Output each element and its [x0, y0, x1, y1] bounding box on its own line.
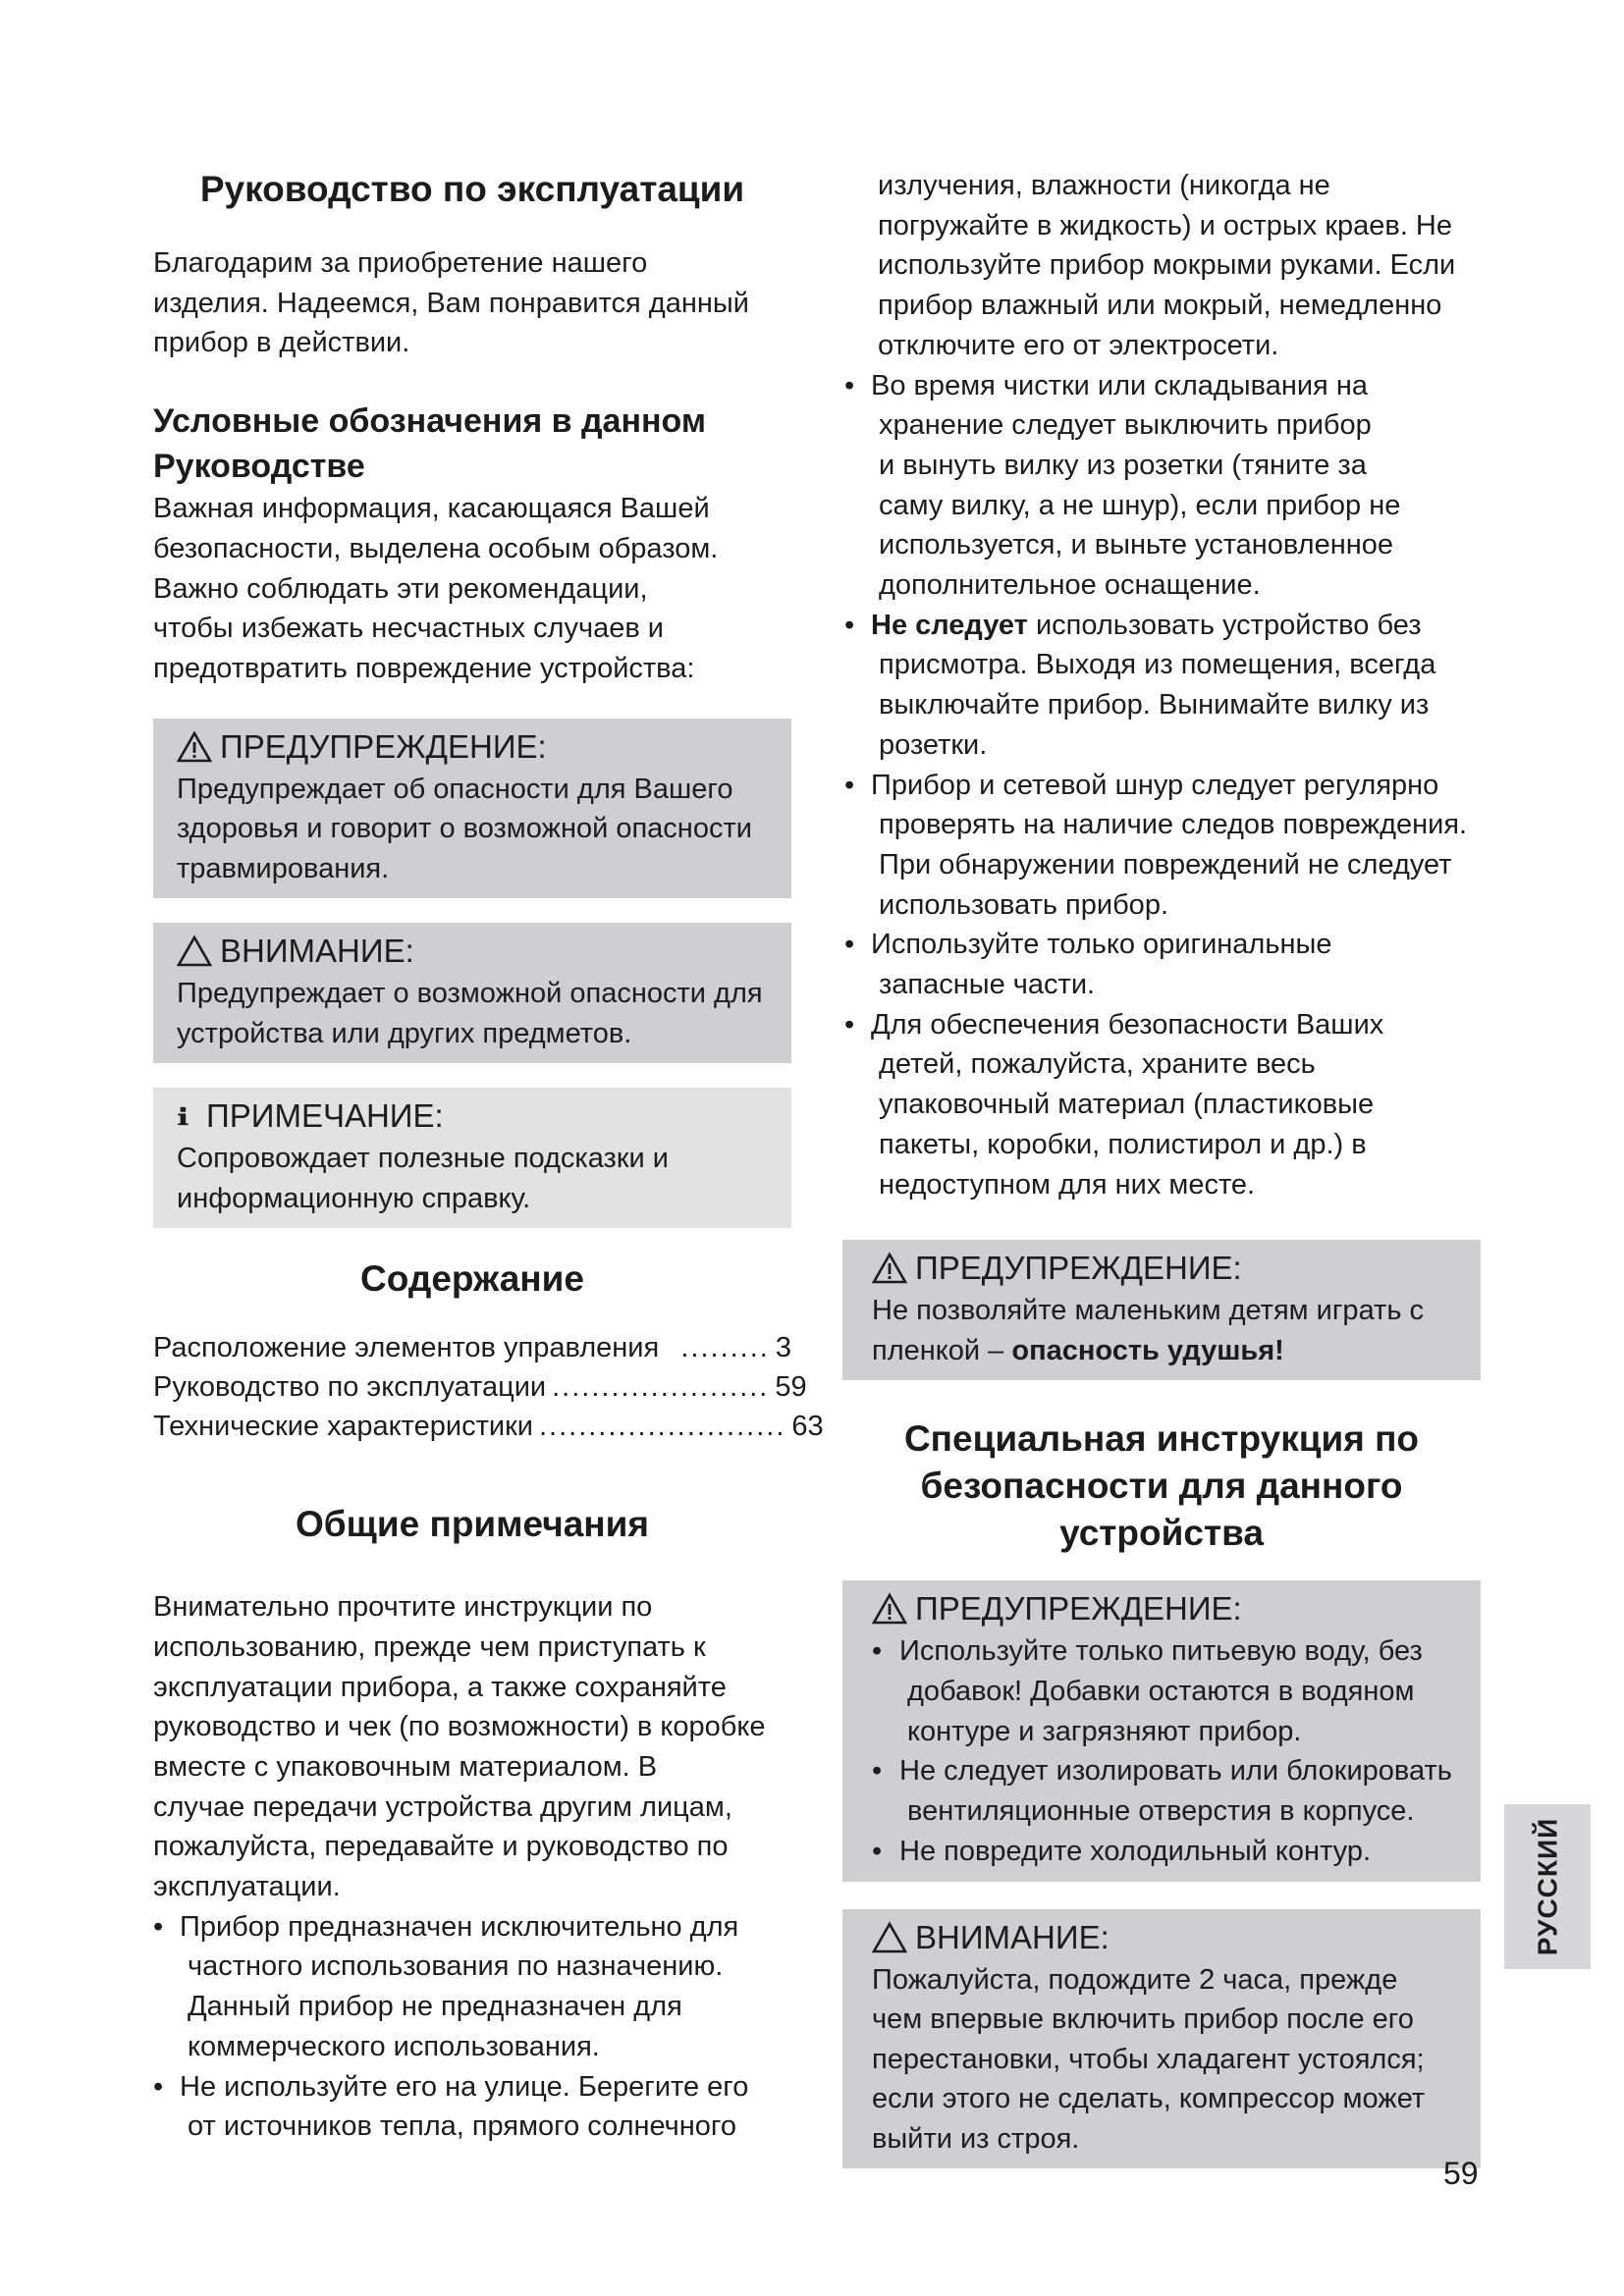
caution-icon: [872, 1922, 907, 1953]
right-column: [842, 162, 1481, 2168]
device-caution-title: ВНИМАНИЕ:: [915, 1918, 1110, 1955]
list-item: • Во время чистки или складывания на хранение следует выключить прибор и вынуть вилку из розетки (тяните за саму вилку, а не шнур), если прибор не используется, и выньте установленное дополнительное оснащение.: [844, 366, 1481, 606]
list-item: • Используйте только питьевую воду, без добавок! Добавки остаются в водяном контуре и загрязняют прибор.: [872, 1631, 1481, 1751]
conventions-text: Важная информация, касающаяся Вашей безопасности, выделена особым образом. Важно соблюдать эти рекомендации, чтобы избежать несчастных случаев и предотвратить повреждение устройства:: [153, 493, 719, 684]
conventions-heading: Условные обозначения в данном Руководстве: [153, 402, 707, 486]
general-notes-bullets: [153, 1907, 791, 2147]
list-item: • Не следует использовать устройство без присмотра. Выходя из помещения, всегда выключайте прибор. Вынимайте вилку из розетки.: [844, 606, 1481, 766]
language-tab: РУССКИЙ: [1504, 1804, 1591, 1969]
warning-icon: [872, 1253, 907, 1284]
list-item: • Не используйте его на улице. Берегите его от источников тепла, прямого солнечного: [153, 2067, 791, 2147]
special-instructions-title: Специальная инструкция по безопасности для данного устройства: [903, 1418, 1420, 1554]
warning-icon: [872, 1593, 907, 1625]
continued-paragraph: излучения, влажности (никогда не погружайте в жидкость) и острых краев. Не используйте прибор мокрыми руками. Если прибор влажный или мокрый, немедленно отключите его от электросети.: [878, 170, 1456, 361]
caution-definition-box: ВНИМАНИЕ: Предупреждает о возможной опасности для устройства или других предметов.: [153, 923, 791, 1063]
list-item: • Не повредите холодильный контур.: [872, 1832, 1481, 1872]
device-warning-box: [842, 1580, 1481, 1881]
list-item: • Для обеспечения безопасности Ваших детей, пожалуйста, храните весь упаковочный материал (пластиковые пакеты, коробки, полистирол и др.) в недоступном для них месте.: [844, 1005, 1481, 1205]
note-definition-box: ПРИМЕЧАНИЕ: Сопровождает полезные подсказки и информационную справку.: [153, 1088, 791, 1228]
toc-entry[interactable]: Руководство по эксплуатации ...................... 59: [153, 1371, 807, 1404]
info-icon: [177, 1100, 198, 1132]
list-item: • Прибор и сетевой шнур следует регулярно проверять на наличие следов повреждения. При обнаружении повреждений не следует использовать прибор.: [844, 766, 1481, 926]
general-notes-title: Общие примечания: [296, 1504, 649, 1545]
list-item: • Прибор предназначен исключительно для частного использования по назначению. Данный прибор не предназначен для коммерческого использования.: [153, 1907, 791, 2067]
warning-box-title: ПРЕДУПРЕЖДЕНИЕ:: [220, 727, 547, 765]
left-column: [153, 162, 824, 2147]
contents-title: Содержание: [360, 1258, 584, 1300]
caution-box-title: ВНИМАНИЕ:: [220, 933, 414, 970]
list-item: • Используйте только оригинальные запасные части.: [844, 925, 1481, 1004]
child-warning-box: ПРЕДУПРЕЖДЕНИЕ: Не позволяйте маленьким детям играть с пленкой – опасность удушья!: [842, 1240, 1481, 1380]
device-caution-box: ВНИМАНИЕ: Пожалуйста, подождите 2 часа, прежде чем впервые включить прибор после его перестановки, чтобы хладагент устоялся; если этого не сделать, компрессор может выйти из строя.: [842, 1909, 1481, 2169]
device-warning-title: ПРЕДУПРЕЖДЕНИЕ:: [915, 1590, 1242, 1628]
toc-entry[interactable]: Технические характеристики ......................... 63: [153, 1411, 824, 1443]
general-notes-text: Внимательно прочтите инструкции по использованию, прежде чем приступать к эксплуатации прибора, а также сохраняйте руководство и чек (по возможности) в коробке вместе с упаковочным материалом. В случае передачи устройства другим лицам, пожалуйста, передавайте и руководство по эксплуатации.: [153, 1591, 766, 1903]
warning-icon: [177, 731, 212, 763]
child-warning-title: ПРЕДУПРЕЖДЕНИЕ:: [915, 1250, 1242, 1287]
intro-paragraph: Благодарим за приобретение нашего изделия. Надеемся, Вам понравится данный прибор в действии.: [153, 247, 749, 359]
page-title: Руководство по эксплуатации: [199, 169, 745, 209]
toc-entry[interactable]: Расположение элементов управления ......... 3: [153, 1332, 791, 1364]
list-item: • Не следует изолировать или блокировать вентиляционные отверстия в корпусе.: [872, 1751, 1481, 1831]
warning-definition-box: ПРЕДУПРЕЖДЕНИЕ: Предупреждает об опасности для Вашего здоровья и говорит о возможной опасности травмирования.: [153, 719, 791, 899]
page-number: 59: [1443, 2156, 1479, 2191]
caution-icon: [177, 935, 212, 967]
safety-bullets: [844, 366, 1481, 1205]
table-of-contents: [153, 1328, 824, 1446]
note-box-title: ПРИМЕЧАНИЕ:: [206, 1097, 444, 1135]
